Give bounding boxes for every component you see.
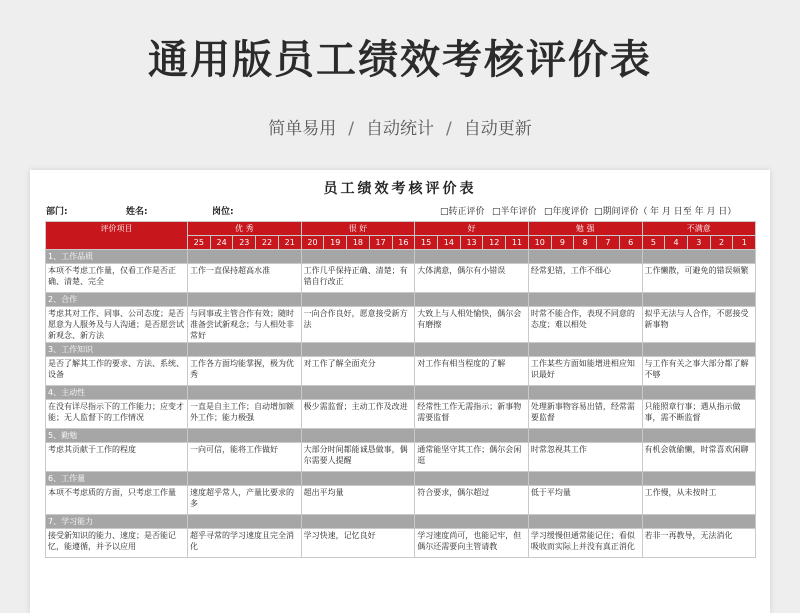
level-description: 速度超乎常人，产量比要求的多 [188, 486, 302, 515]
section-score-cell[interactable] [301, 472, 415, 486]
item-description: 接受新知识的能力、速度；是否能记忆，能遵循，并予以应用 [46, 529, 188, 558]
section-score-cell[interactable] [528, 343, 642, 357]
section-header-row [46, 472, 756, 486]
score-cell: 3 [687, 236, 710, 250]
section-description-row [46, 443, 756, 472]
grade-excellent: 优 秀 [188, 222, 302, 236]
section-title: 6、工作量 [46, 472, 188, 486]
evaluation-table [45, 221, 756, 558]
sheet-title: 员工绩效考核评价表 [323, 181, 477, 197]
score-cell: 1 [733, 236, 756, 250]
section-score-cell[interactable] [301, 343, 415, 357]
section-description-row [46, 400, 756, 429]
section-description-row [46, 486, 756, 515]
section-score-cell[interactable] [415, 343, 529, 357]
section-score-cell[interactable] [415, 293, 529, 307]
section-title: 7、学习能力 [46, 515, 188, 529]
level-description: 对工作了解全面充分 [301, 357, 415, 386]
level-description: 通常能坚守其工作；偶尔会闲逛 [415, 443, 529, 472]
level-description: 工作某些方面如能增进相应知识最好 [528, 357, 642, 386]
level-description: 经常犯错，工作不细心 [528, 264, 642, 293]
section-score-cell[interactable] [188, 343, 302, 357]
level-description: 学习缓慢但通常能记住；看似吸收而实际上并没有真正消化 [528, 529, 642, 558]
item-description: 考虑其贡献于工作的程度 [46, 443, 188, 472]
score-cell: 23 [233, 236, 256, 250]
dept-label: 部门: [46, 207, 68, 217]
score-cell: 21 [278, 236, 301, 250]
option-probation[interactable]: □转正评价 [440, 207, 485, 217]
level-description: 大体满意，偶尔有小错误 [415, 264, 529, 293]
level-description: 对工作有相当程度的了解 [415, 357, 529, 386]
score-cell: 8 [574, 236, 597, 250]
section-score-cell[interactable] [301, 386, 415, 400]
item-column-header: 评价项目 [46, 222, 188, 250]
position-label: 岗位: [212, 207, 234, 217]
option-period[interactable]: □期间评价（ [594, 207, 648, 217]
score-cell: 12 [483, 236, 506, 250]
score-cell: 16 [392, 236, 415, 250]
section-score-cell[interactable] [642, 386, 756, 400]
level-description: 工作各方面均能掌握，极为优秀 [188, 357, 302, 386]
section-score-cell[interactable] [642, 250, 756, 264]
grade-good: 好 [415, 222, 529, 236]
grade-header-row [46, 222, 756, 236]
level-description: 拟乎无法与人合作，不愿接受新事物 [642, 307, 756, 343]
level-description: 若非一再教导，无法消化 [642, 529, 756, 558]
section-description-row [46, 264, 756, 293]
section-header-row [46, 343, 756, 357]
score-cell: 9 [551, 236, 574, 250]
section-description-row [46, 357, 756, 386]
level-description: 一向合作良好，愿意接受新方法 [301, 307, 415, 343]
item-description: 考虑其对工作、同事、公司态度；是否愿意为人服务及与人沟通；是否愿尝试新观念、新方法 [46, 307, 188, 343]
level-description: 工作几乎保持正确、清楚；有错自行改正 [301, 264, 415, 293]
section-score-cell[interactable] [301, 429, 415, 443]
section-title: 5、勤勉 [46, 429, 188, 443]
section-score-cell[interactable] [528, 429, 642, 443]
section-score-cell[interactable] [642, 472, 756, 486]
section-score-cell[interactable] [415, 515, 529, 529]
level-description: 与同事或主管合作有效；随时准备尝试新观念；与人相处非常好 [188, 307, 302, 343]
level-description: 大部分时间都能诚恳做事，偶尔需要人提醒 [301, 443, 415, 472]
option-half-year[interactable]: □半年评价 [492, 207, 537, 217]
score-cell: 10 [528, 236, 551, 250]
option-annual[interactable]: □年度评价 [544, 207, 589, 217]
feature-auto-stats: 自动统计 [366, 119, 434, 139]
score-cell: 25 [188, 236, 211, 250]
level-description: 超出平均量 [301, 486, 415, 515]
info-row [46, 204, 766, 218]
section-score-cell[interactable] [528, 250, 642, 264]
score-cell: 4 [665, 236, 688, 250]
section-score-cell[interactable] [188, 515, 302, 529]
section-description-row [46, 307, 756, 343]
level-description: 工作慢，从未按时工 [642, 486, 756, 515]
level-description: 与工作有关之事大部分都了解不够 [642, 357, 756, 386]
score-cell: 2 [710, 236, 733, 250]
section-score-cell[interactable] [415, 472, 529, 486]
section-title: 2、合作 [46, 293, 188, 307]
section-header-row [46, 250, 756, 264]
level-description: 只能照章行事；遇从指示做事，需不断监督 [642, 400, 756, 429]
evaluation-sheet [30, 170, 770, 613]
level-description: 经常性工作无需指示；新事物需要监督 [415, 400, 529, 429]
section-score-cell[interactable] [188, 386, 302, 400]
level-description: 有机会就偷懒，时常喜欢闲聊 [642, 443, 756, 472]
section-title: 4、主动性 [46, 386, 188, 400]
level-description: 低于平均量 [528, 486, 642, 515]
section-score-cell[interactable] [188, 293, 302, 307]
level-description: 学习快速，记忆良好 [301, 529, 415, 558]
section-header-row [46, 429, 756, 443]
score-cell: 14 [437, 236, 460, 250]
feature-easy: 简单易用 [268, 119, 337, 139]
level-description: 工作一直保持超高水准 [188, 264, 302, 293]
section-description-row [46, 529, 756, 558]
item-description: 在没有详尽指示下的工作能力；应变才能；无人监督下的工作情况 [46, 400, 188, 429]
section-score-cell[interactable] [528, 472, 642, 486]
separator: / [446, 119, 452, 139]
section-score-cell[interactable] [415, 250, 529, 264]
level-description: 一向可信，能将工作做好 [188, 443, 302, 472]
item-description: 本项不考虑质的方面，只考虑工作量 [46, 486, 188, 515]
section-score-cell[interactable] [528, 386, 642, 400]
grade-marginal: 勉 强 [528, 222, 642, 236]
score-cell: 11 [506, 236, 529, 250]
grade-very-good: 很 好 [301, 222, 415, 236]
hero-subtitle [0, 114, 800, 139]
level-description: 大致上与人相处愉快，偶尔会有磨擦 [415, 307, 529, 343]
section-header-row [46, 293, 756, 307]
section-title: 3、工作知识 [46, 343, 188, 357]
section-score-cell[interactable] [642, 293, 756, 307]
section-score-cell[interactable] [642, 343, 756, 357]
grade-unsatisfactory: 不满意 [642, 222, 756, 236]
level-description: 工作懒散，可避免的错误频繁 [642, 264, 756, 293]
score-cell: 22 [256, 236, 279, 250]
level-description: 一直是自主工作；自动增加额外工作；能力极强 [188, 400, 302, 429]
section-score-cell[interactable] [301, 293, 415, 307]
section-score-cell[interactable] [415, 386, 529, 400]
section-score-cell[interactable] [415, 429, 529, 443]
section-score-cell[interactable] [642, 429, 756, 443]
section-score-cell[interactable] [301, 250, 415, 264]
score-cell: 20 [301, 236, 324, 250]
level-description: 处理新事物容易出错，经常需要监督 [528, 400, 642, 429]
section-score-cell[interactable] [188, 472, 302, 486]
score-cell: 5 [642, 236, 665, 250]
section-header-row [46, 386, 756, 400]
section-score-cell[interactable] [188, 429, 302, 443]
level-description: 极少需监督；主动工作及改进 [301, 400, 415, 429]
section-title: 1、工作品质 [46, 250, 188, 264]
score-cell: 19 [324, 236, 347, 250]
separator: / [348, 119, 354, 139]
score-cell: 6 [619, 236, 642, 250]
section-score-cell[interactable] [188, 250, 302, 264]
score-cell: 7 [597, 236, 620, 250]
section-score-cell[interactable] [642, 515, 756, 529]
hero-title: 通用版员工绩效考核评价表 [148, 37, 652, 83]
section-score-cell[interactable] [528, 293, 642, 307]
score-cell: 13 [460, 236, 483, 250]
item-description: 是否了解其工作的要求、方法、系统、设备 [46, 357, 188, 386]
item-description: 本项不考虑工作量，仅看工作是否正确、清楚、完全 [46, 264, 188, 293]
section-header-row [46, 515, 756, 529]
score-cell: 24 [210, 236, 233, 250]
feature-auto-update: 自动更新 [463, 119, 532, 139]
level-description: 超乎寻常的学习速度且完全消化 [188, 529, 302, 558]
section-score-cell[interactable] [528, 515, 642, 529]
level-description: 符合要求，偶尔超过 [415, 486, 529, 515]
level-description: 时常忽视其工作 [528, 443, 642, 472]
name-label: 姓名: [126, 207, 148, 217]
score-cell: 15 [415, 236, 438, 250]
section-score-cell[interactable] [301, 515, 415, 529]
score-cell: 17 [369, 236, 392, 250]
level-description: 学习速度尚可，也能记牢，但偶尔还需要向主管请教 [415, 529, 529, 558]
period-dates: 年 月 日至 年 月 日） [650, 207, 737, 217]
level-description: 时常不能合作，表现不同意的态度；难以相处 [528, 307, 642, 343]
score-cell: 18 [347, 236, 370, 250]
